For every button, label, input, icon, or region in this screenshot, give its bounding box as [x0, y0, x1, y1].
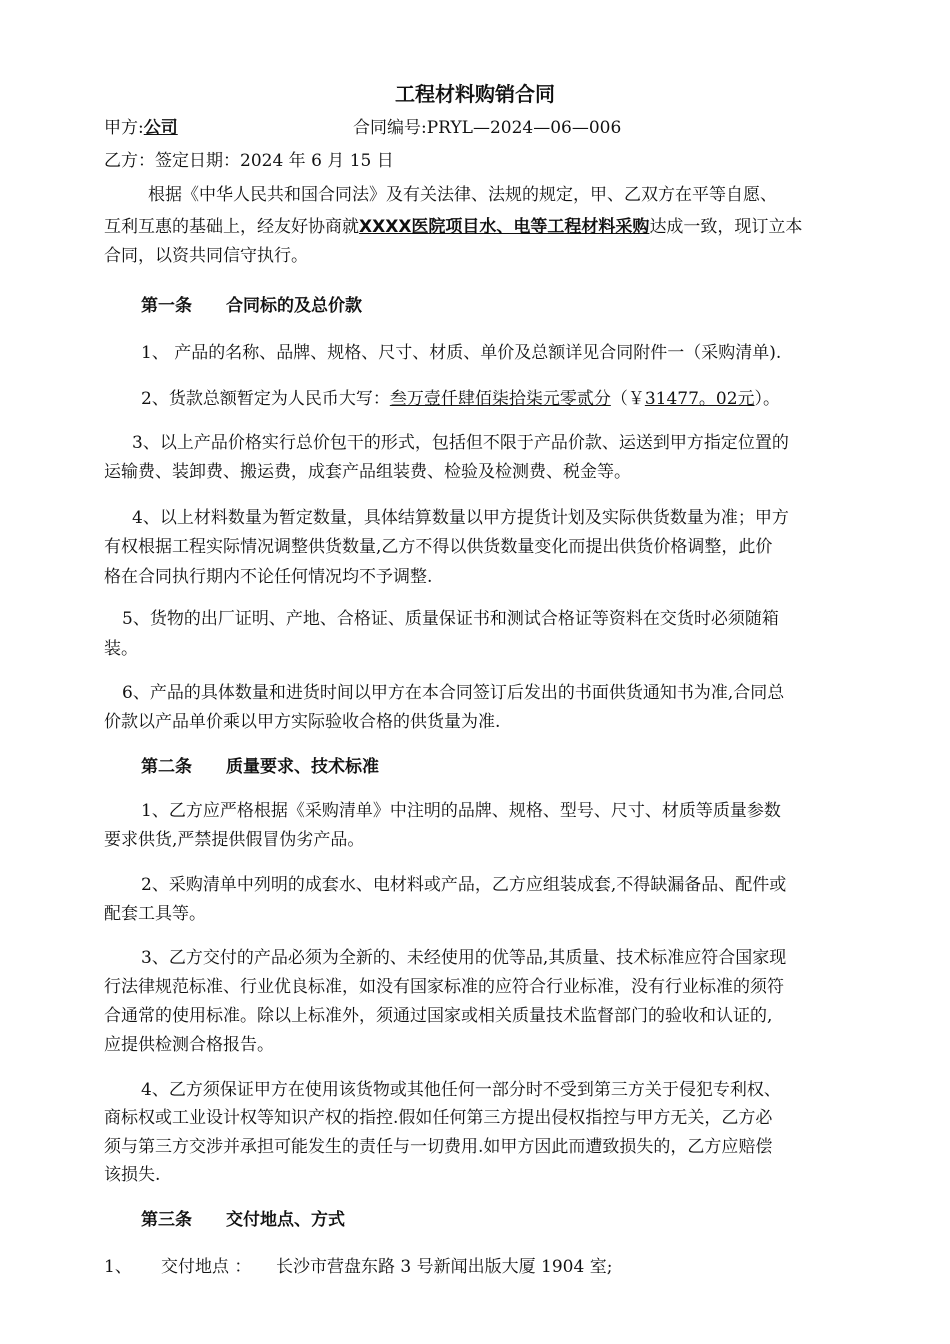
section-1-heading: 第一条 合同标的及总价款 [141, 296, 362, 316]
s1-clause-6-line-2: 价款以产品单价乘以甲方实际验收合格的供货量为准. [104, 712, 501, 732]
s2-clause-2-line-2: 配套工具等。 [104, 904, 206, 924]
s1-clause-2-mid: （￥ [610, 389, 645, 409]
s2-clause-4-line-2: 商标权或工业设计权等知识产权的指控.假如任何第三方提出侵权指控与甲方无关，乙方必 [104, 1108, 773, 1128]
amount-in-figures: 31477。02元 [644, 389, 755, 409]
party-a-label: 甲方: [104, 118, 144, 138]
party-a-line [104, 118, 178, 138]
party-b-sign-date: 乙方：签定日期：2024 年 6 月 15 日 [104, 151, 394, 171]
s2-clause-4-line-4: 该损失. [104, 1165, 161, 1185]
contract-number: 合同编号:PRYL—2024—06—006 [353, 118, 622, 138]
party-a-name: 公司 [143, 118, 178, 138]
s1-clause-4-line-2: 有权根据工程实际情况调整供货数量,乙方不得以供货数量变化而提出供货价格调整，此价 [104, 537, 773, 557]
document-title: 工程材料购销合同 [395, 82, 555, 106]
delivery-location-value: 长沙市营盘东路 3 号新闻出版大厦 1904 室; [276, 1257, 613, 1277]
s1-clause-5-line-1: 5、货物的出厂证明、产地、合格证、质量保证书和测试合格证等资料在交货时必须随箱 [122, 609, 779, 629]
s1-clause-5-line-2: 装。 [104, 639, 138, 659]
s1-clause-4-line-1: 4、以上材料数量为暂定数量，具体结算数量以甲方提货计划及实际供货数量为准；甲方 [132, 508, 789, 528]
s1-clause-4-line-3: 格在合同执行期内不论任何情况均不予调整. [104, 567, 433, 587]
s2-clause-3-line-2: 行法律规范标准、行业优良标准，如没有国家标准的应符合行业标准，没有行业标准的须符 [104, 977, 784, 997]
s2-clause-3-line-3: 合通常的使用标准。除以上标准外，须通过国家或相关质量技术监督部门的验收和认证的, [104, 1006, 773, 1026]
s2-clause-4-line-1: 4、乙方须保证甲方在使用该货物或其他任何一部分时不受到第三方关于侵犯专利权、 [141, 1080, 781, 1100]
s2-clause-4-line-3: 须与第三方交涉并承担可能发生的责任与一切费用.如甲方因此而遭致损失的，乙方应赔偿 [104, 1137, 773, 1157]
intro-line-1: 根据《中华人民共和国合同法》及有关法律、法规的规定，甲、乙双方在平等自愿、 [148, 185, 777, 205]
s1-clause-2-pre: 2、货款总额暂定为人民币大写： [141, 389, 390, 409]
s1-clause-6-line-1: 6、产品的具体数量和进货时间以甲方在本合同签订后发出的书面供货通知书为准,合同总 [122, 683, 785, 703]
s1-clause-2-post: ）。 [754, 389, 781, 409]
s2-clause-2-line-1: 2、采购清单中列明的成套水、电材料或产品，乙方应组装成套,不得缺漏备品、配件或 [141, 875, 787, 895]
s1-clause-1: 1、 产品的名称、品牌、规格、尺寸、材质、单价及总额详见合同附件一（采购清单). [141, 343, 782, 363]
intro-line-2 [104, 217, 802, 237]
intro-line-2-pre: 互利互惠的基础上，经友好协商就 [104, 217, 359, 237]
s1-clause-2 [141, 389, 780, 409]
project-name: XXXX医院项目水、电等工程材料采购 [359, 217, 650, 237]
delivery-location-label: 交付地点 ： [161, 1257, 252, 1277]
section-2-heading: 第二条 质量要求、技术标准 [141, 757, 379, 777]
amount-in-words: 叁万壹仟肆佰柒拾柒元零贰分 [389, 389, 611, 409]
s2-clause-1-line-1: 1、乙方应严格根据《采购清单》中注明的品牌、规格、型号、尺寸、材质等质量参数 [141, 801, 781, 821]
s2-clause-3-line-4: 应提供检测合格报告。 [104, 1035, 274, 1055]
s2-clause-1-line-2: 要求供货,严禁提供假冒伪劣产品。 [104, 830, 365, 850]
s1-clause-3-line-2: 运输费、装卸费、搬运费，成套产品组装费、检验及检测费、税金等。 [104, 462, 631, 482]
s2-clause-3-line-1: 3、乙方交付的产品必须为全新的、未经使用的优等品,其质量、技术标准应符合国家现 [141, 948, 787, 968]
intro-line-2-post: 达成一致，现订立本 [649, 217, 803, 237]
s3-clause-1-number: 1、 [104, 1257, 132, 1277]
section-3-heading: 第三条 交付地点、方式 [141, 1210, 345, 1230]
intro-line-3: 合同，以资共同信守执行。 [104, 246, 308, 266]
s1-clause-3-line-1: 3、以上产品价格实行总价包干的形式，包括但不限于产品价款、运送到甲方指定位置的 [132, 433, 789, 453]
